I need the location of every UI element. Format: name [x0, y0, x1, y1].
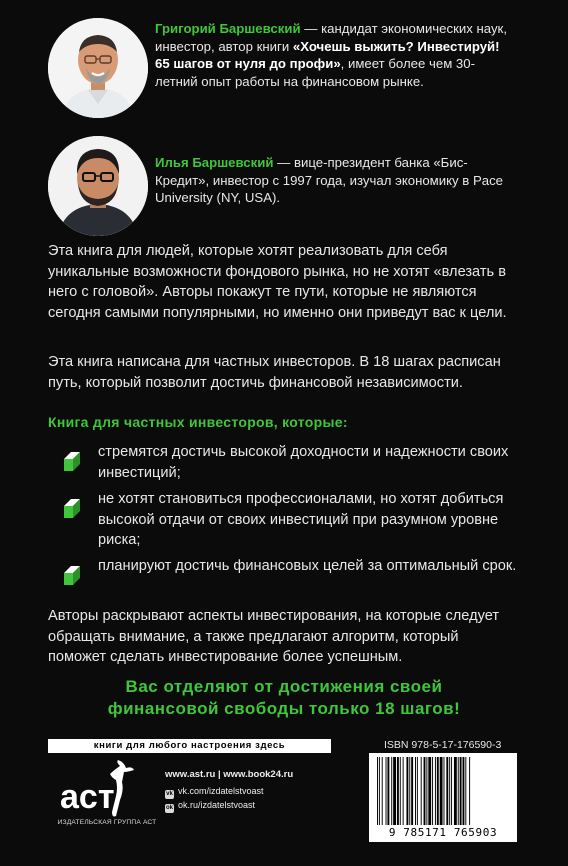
call-to-action: [20, 676, 548, 720]
paragraph-summary: Авторы раскрывают аспекты инвестирования, на которые следует обращать внимание, а также предлагают алгоритм, который поможет сделать инвестирование более успешным.: [48, 608, 500, 666]
barcode: [369, 753, 517, 842]
footer-banner: книги для любого настроения здесь: [48, 739, 331, 753]
paragraph-intro: Эта книга для людей, которые хотят реализовать для себя уникальные возможности фондового рынка, но не хотят «влезать в него с головой». Авторы покажут те пути, которые не являются сегодня самыми популярными, но именно они приведут вас к цели.: [48, 243, 507, 321]
author-1-name: Григорий Баршевский: [155, 21, 301, 36]
list-heading: Книга для частных инвесторов, которые:: [48, 414, 348, 430]
bullet-block-icon: [64, 498, 80, 518]
barcode-icon: [375, 757, 511, 825]
author-1-bio: [155, 20, 515, 90]
author-2-bio: [155, 154, 515, 207]
cta-line-2: финансовой свободы только 18 шагов!: [107, 699, 461, 718]
list-item-text: не хотят становиться профессионалами, но хотят добиться высокой отдачи от своих инвестиций при разумном уровне риска;: [98, 491, 504, 549]
portrait-1-icon: [48, 18, 148, 118]
list-item-text: стремятся достичь высокой доходности и надежности своих инвестиций;: [98, 444, 509, 481]
author-1-book-title: «Хочешь выжить? Инвестируй! 65 шагов от нуля до профи»: [155, 38, 500, 71]
author-block-2: [48, 136, 518, 236]
paragraph-target: Эта книга написана для частных инвесторов. В 18 шагах расписан путь, который позволит достичь финансовой независимости.: [48, 354, 501, 391]
bullet-block-icon: [64, 451, 80, 471]
cta-line-1: Вас отделяют от достижения своей: [125, 677, 443, 696]
author-2-name: Илья Баршевский: [155, 155, 274, 170]
vk-link[interactable]: [165, 786, 264, 799]
vk-link-text: vk.com/izdatelstvoast: [178, 786, 264, 796]
bullet-block-icon: [64, 565, 80, 585]
logo-text: аст: [60, 778, 115, 816]
portrait-2-icon: [48, 136, 148, 236]
publisher-name: ИЗДАТЕЛЬСКАЯ ГРУППА АСТ: [57, 819, 157, 826]
author-1-bio-tail: , имеет более чем 30-летний опыт работы на финансовом рынке.: [155, 56, 475, 89]
ast-logo-icon: [58, 760, 152, 820]
author-block-1: [48, 18, 518, 118]
barcode-digits: 9 785171 765903: [388, 826, 498, 839]
ok-icon: ok: [165, 805, 173, 811]
author-2-bio-text: — вице-президент банка «Бис-Кредит», инвестор с 1997 года, изучал экономику в Pace University (NY, USA).: [155, 155, 504, 205]
ok-link-text: ok.ru/izdatelstvoast: [178, 800, 256, 810]
vk-icon: vk: [166, 791, 173, 797]
list-item-text: планируют достичь финансовых целей за оптимальный срок.: [98, 558, 517, 574]
isbn-label: ISBN 978-5-17-176590-3: [384, 739, 502, 751]
ok-link[interactable]: [165, 800, 255, 813]
website-links[interactable]: www.ast.ru | www.book24.ru: [165, 769, 294, 780]
author-1-bio-text: — кандидат экономических наук, инвестор, автор книги: [155, 21, 507, 54]
